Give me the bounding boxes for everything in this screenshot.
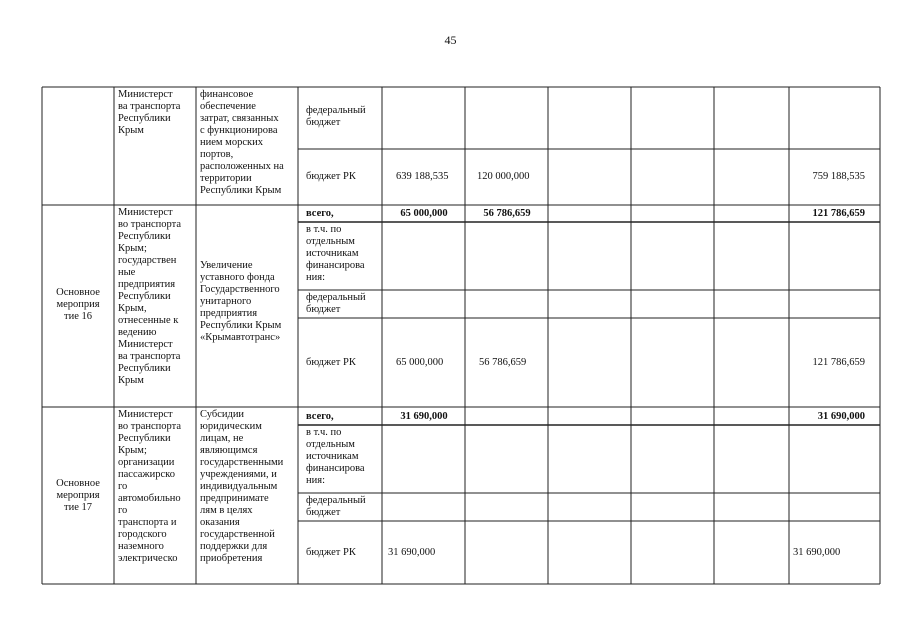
r17-total-label: всего, (306, 411, 334, 422)
r17-rk-total: 31 690,000 (793, 547, 841, 558)
page-number: 45 (444, 33, 457, 47)
r16-total-v2: 56 786,659 (483, 208, 531, 219)
r17-event: Основное мероприя тие 17 (56, 478, 100, 513)
r1-description: финансовое обеспечение затрат, связанных с функционирова нием морских портов, расположенных на территории Республики Крым (200, 89, 284, 196)
r17-description: Субсидии юридическим лицам, не являющимся государственными учреждениями, и индивидуальным предпринимате лям в целях оказания государственной поддержки для приобретения (200, 409, 284, 564)
r17-federal-label: федеральный бюджет (306, 495, 366, 518)
r16-description: Увеличение уставного фонда Государственного унитарного предприятия Республики Крым «Крымавтотранс» (200, 260, 282, 343)
r17-incl-label: в т.ч. по отдельным источникам финансирова ния: (306, 427, 365, 486)
r17-rk-v1: 31 690,000 (388, 547, 436, 558)
r16-total-label: всего, (306, 208, 334, 219)
r1-executor: Министерст ва транспорта Республики Крым (118, 89, 181, 136)
r17-total-sum: 31 690,000 (817, 411, 865, 422)
r16-executor: Министерст во транспорта Республики Крым; государствен ные предприятия Республики Крым, отнесенные к ведению Министерст ва транспорта Республики Крым (118, 207, 182, 386)
r16-total-sum: 121 786,659 (812, 208, 865, 219)
r1-rk-v2: 120 000,000 (477, 171, 530, 182)
r1-rk-total: 759 188,535 (812, 171, 865, 182)
r16-event: Основное мероприя тие 16 (56, 287, 100, 322)
r1-rk-v1: 639 188,535 (396, 171, 449, 182)
r1-rk-label: бюджет РК (306, 171, 356, 182)
r16-total-v1: 65 000,000 (400, 208, 448, 219)
r1-federal-label: федеральный бюджет (306, 105, 366, 128)
r17-executor: Министерст во транспорта Республики Крым; организации пассажирско го автомобильно го транспорта и городского наземного электрическо (118, 409, 182, 564)
r17-rk-label: бюджет РК (306, 547, 356, 558)
r16-rk-v2: 56 786,659 (479, 357, 527, 368)
r16-federal-label: федеральный бюджет (306, 292, 366, 315)
r16-rk-v1: 65 000,000 (396, 357, 444, 368)
r17-total-v1: 31 690,000 (400, 411, 448, 422)
r16-incl-label: в т.ч. по отдельным источникам финансирова ния: (306, 224, 365, 283)
r16-rk-total: 121 786,659 (812, 357, 865, 368)
r16-rk-label: бюджет РК (306, 357, 356, 368)
